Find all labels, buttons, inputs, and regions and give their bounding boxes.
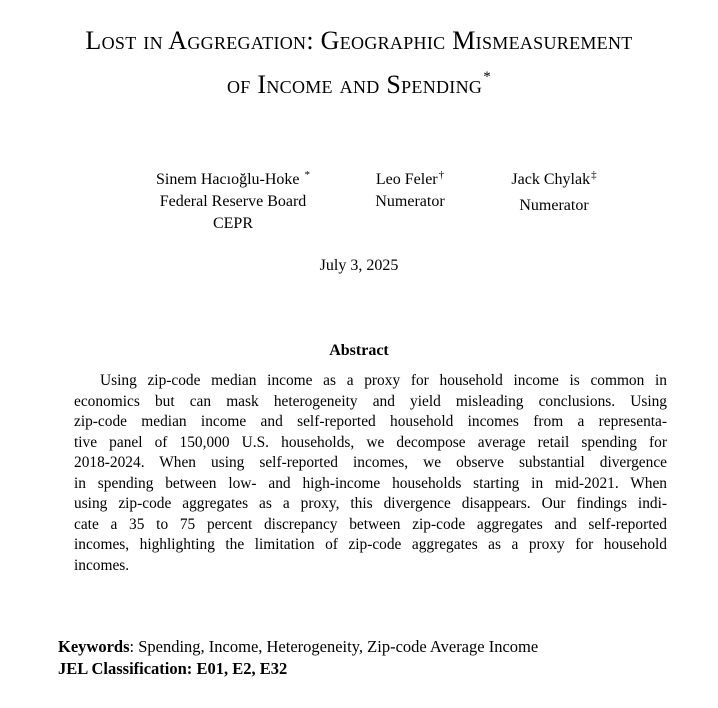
author-1-name: Sinem Hacıoğlu-Hoke: [155, 171, 300, 188]
author-3-affiliation: Numerator: [519, 197, 589, 214]
author-1: [138, 164, 328, 235]
keywords: [58, 636, 698, 658]
title-line-2-text: of Income and Spending: [226, 70, 483, 99]
author-1-footnote-mark: *: [304, 169, 311, 181]
abstract-line: 2018-2024. When using self-reported incomes, we observe substantial divergence: [74, 454, 667, 471]
jel-codes: E01, E2, E32: [196, 659, 288, 678]
abstract-line: cate a 35 to 75 percent discrepancy between zip-code aggregates and self-reported: [74, 515, 667, 533]
abstract-line: Using zip-code median income as a proxy for household income is common in: [100, 372, 667, 389]
abstract-heading: Abstract: [329, 342, 389, 359]
jel-label: JEL Classification:: [58, 659, 193, 678]
publication-date: July 3, 2025: [319, 257, 399, 274]
author-3-name: Jack Chylak: [511, 171, 591, 188]
abstract-line: economics but can mask heterogeneity and yield misleading conclusions. Using: [74, 392, 667, 410]
abstract-line: in spending between low- and high-income households starting in mid-2021. When: [74, 474, 667, 492]
author-3: [494, 164, 614, 217]
title-footnote-mark: *: [483, 69, 492, 85]
author-2-footnote-mark: †: [438, 169, 445, 181]
jel-classification: [58, 658, 698, 680]
author-1-affiliation-2: CEPR: [212, 215, 253, 232]
author-2-affiliation: Numerator: [375, 193, 445, 210]
author-1-affiliation-1: Federal Reserve Board: [159, 193, 307, 210]
abstract-line: tive panel of 150,000 U.S. households, we decompose average retail spending for: [74, 433, 667, 451]
abstract-line: using zip-code aggregates as a proxy, this divergence disappears. Our findings indi-: [74, 495, 667, 512]
author-2-name: Leo Feler: [375, 171, 438, 188]
author-3-footnote-mark: ‡: [591, 169, 597, 181]
paper-title: [0, 22, 718, 103]
title-line-2: [0, 59, 718, 103]
abstract-body: [74, 371, 667, 576]
keywords-label: Keywords: [58, 637, 130, 656]
title-line-1: Lost in Aggregation: Geographic Mismeasurement: [85, 26, 633, 55]
author-2: [360, 164, 460, 213]
abstract-line: incomes, highlighting the limitation of zip-code aggregates as a proxy for household: [74, 536, 667, 553]
abstract-line: zip-code median income and self-reported household incomes from a representa-: [74, 413, 667, 430]
keywords-text: : Spending, Income, Heterogeneity, Zip-code Average Income: [129, 637, 539, 656]
abstract-line: incomes.: [74, 556, 130, 574]
